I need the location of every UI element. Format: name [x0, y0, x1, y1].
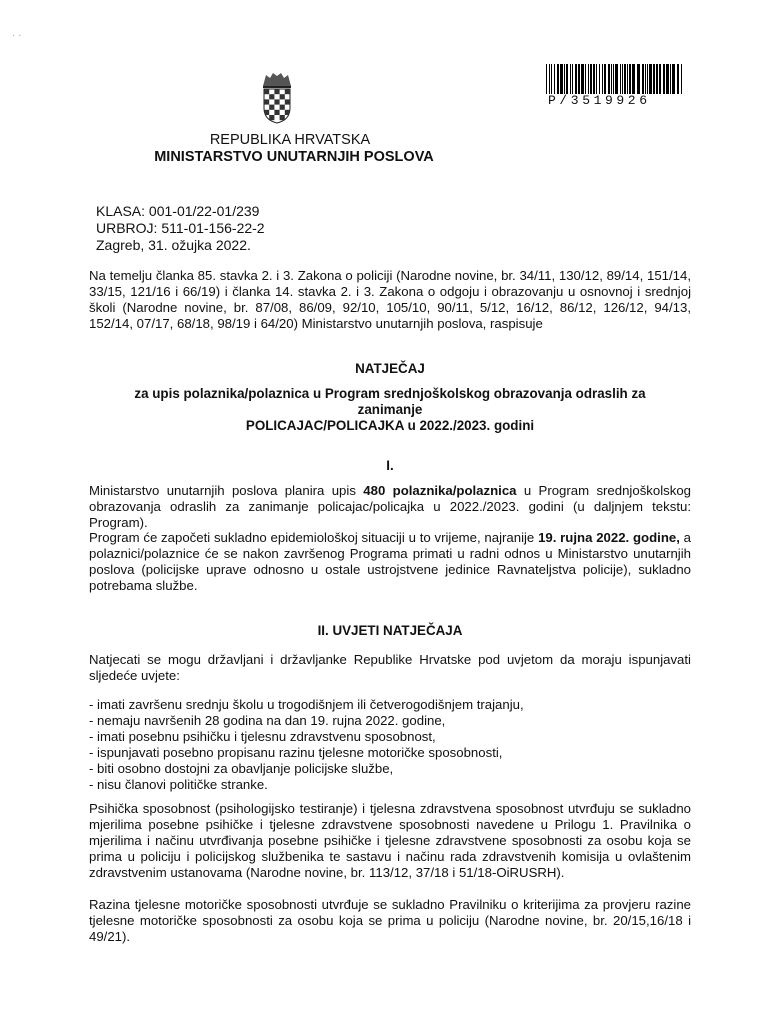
section-1-paragraph-1: [89, 483, 691, 531]
place-date-line: Zagreb, 31. ožujka 2022.: [96, 237, 251, 253]
section-1-paragraph-2: [89, 530, 691, 594]
barcode-bar: [608, 64, 610, 94]
section-2-intro: Natjecati se mogu državljani i državljanke Republike Hrvatske pod uvjetom da moraju ispunjavati sljedeće uvjete:: [89, 652, 691, 684]
psych-ability-paragraph: Psihička sposobnost (psihologijsko testiranje) i tjelesna zdravstvena sposobnost utvrđuju se sukladno mjerilima posebne psihičke i tjelesne zdravstvene sposobnosti navedene u Prilogu 1. Pravilnika o mjerilima i načinu utvrđivanja posebne psihičke i tjelesne zdravstvene sposobnosti za osobu koja se prima u policiju i policijskog službenika te sastavu i načinu rada zdravstvenih komisija u ovlaštenim zdravstvenim ustanovama (Narodne novine, br. 113/12, 37/18 i 51/18-OiRUSRH).: [89, 801, 691, 881]
barcode-bar: [620, 64, 621, 94]
barcode-bar: [566, 64, 568, 94]
barcode-bar: [604, 64, 606, 94]
barcode-bar: [590, 64, 592, 94]
condition-item: - biti osobno dostojni za obavljanje policijske službe,: [89, 761, 394, 776]
barcode-bar: [632, 64, 635, 94]
barcode-bar: [647, 64, 648, 94]
condition-item: - nisu članovi političke stranke.: [89, 777, 268, 792]
section-1-heading: I.: [386, 458, 394, 473]
republic-name: REPUBLIKA HRVATSKA: [209, 132, 371, 148]
barcode-bar: [672, 64, 675, 94]
conditions-list: [89, 697, 691, 793]
title-subject: za upis polaznika/polaznica u Program srednjoškolskog obrazovanja odraslih za zanimanje: [134, 386, 646, 417]
title-occupation-year: POLICAJAC/POLICAJKA u 2022./2023. godini: [245, 418, 535, 433]
condition-item: - ispunjavati posebno propisanu razinu tjelesne motoričke sposobnosti,: [89, 745, 503, 760]
barcode-bar: [613, 64, 614, 94]
barcode-bar: [629, 64, 631, 94]
barcode-bar: [549, 64, 550, 94]
barcode-bar: [663, 64, 665, 94]
barcode-bar: [653, 64, 655, 94]
barcode-bar: [622, 64, 623, 94]
barcode-bar: [602, 64, 603, 94]
urbroj-line: URBROJ: 511-01-156-22-2: [96, 220, 265, 236]
barcode-bar: [585, 64, 586, 94]
klasa-line: KLASA: 001-01/22-01/239: [96, 203, 260, 219]
barcode-bar: [578, 64, 580, 94]
barcode-bar: [677, 64, 679, 94]
barcode-bar: [588, 64, 589, 94]
barcode-bar: [642, 64, 644, 94]
barcode-bar: [624, 64, 626, 94]
s1p2-text-a: Program će započeti sukladno epidemiološkoj situaciji u to vrijeme, najranije: [89, 530, 539, 545]
barcode-bar: [627, 64, 628, 94]
document-title: NATJEČAJ: [355, 361, 425, 376]
barcode-bar: [645, 64, 646, 94]
intro-paragraph: Na temelju članka 85. stavka 2. i 3. Zakona o policiji (Narodne novine, br. 34/11, 130/12, 89/14, 151/14, 33/15, 121/16 i 66/19) i članka 14. stavka 2. i 3. Zakona o odgoju i obrazovanju u osnovnoj i srednjoj školi (Narodne novine, br. 87/08, 86/09, 92/10, 105/10, 90/11, 5/12, 16/12, 86/12, 126/12, 94/13, 152/14, 07/17, 68/18, 98/19 i 64/20) Ministarstvo unutarnjih poslova, raspisuje: [89, 268, 691, 332]
barcode-bar: [599, 64, 600, 94]
barcode-number: P/3519926: [548, 94, 686, 108]
s1p1-text-b: u Program srednjoškolskog obrazovanja odraslih za zanimanje policajac/policajka u 2022./2023. godini (u daljnjem tekstu: Program).: [89, 483, 692, 531]
barcode-bar: [554, 64, 555, 94]
s1p2-text-b: a polaznici/polaznice će se nakon završenog Programa primati u radni odnos u Ministarstvo unutarnjih poslova (policijske uprave odnosno u ostale ustrojstvene jedinice Ravnateljstva policije), sukladno potrebama službe.: [89, 530, 691, 594]
barcode-bar: [581, 64, 584, 94]
coat-of-arms-icon: [262, 72, 292, 124]
barcode-bar: [615, 64, 618, 94]
barcode-bar: [572, 64, 573, 94]
s1p2-highlight: 19. rujna 2022. godine,: [538, 530, 680, 545]
s1p1-highlight: 480 polaznika/polaznica: [363, 483, 517, 498]
barcode-bar: [596, 64, 597, 94]
s1p1-text-a: Ministarstvo unutarnjih poslova planira upis: [89, 483, 364, 498]
ministry-name: MINISTARSTVO UNUTARNJIH POSLOVA: [154, 149, 434, 165]
barcode-bar: [560, 64, 563, 94]
barcode-bar: [656, 64, 658, 94]
condition-item: - imati završenu srednju školu u trogodišnjem ili četverogodišnjem trajanju,: [89, 697, 524, 712]
scan-speck: · ·: [12, 30, 22, 41]
barcode-bar: [564, 64, 565, 94]
barcode-bar: [570, 64, 571, 94]
barcode-bar: [551, 64, 552, 94]
motor-ability-paragraph: Razina tjelesne motoričke sposobnosti utvrđuje se sukladno Pravilniku o kriterijima za provjeru razine tjelesne motoričke sposobnosti za osobu koja se prima u policiju (Narodne novine, br. 20/15,16/18 i 49/21).: [89, 897, 691, 945]
barcode-bar: [611, 64, 612, 94]
barcode-bar: [593, 64, 595, 94]
barcode-bar: [649, 64, 652, 94]
barcode-bar: [681, 64, 682, 94]
barcode-bar: [659, 64, 661, 94]
barcode-bar: [546, 64, 547, 94]
section-2-heading: II. UVJETI NATJEČAJA: [317, 623, 463, 638]
barcode-bar: [557, 64, 559, 94]
barcode-bar: [575, 64, 577, 94]
condition-item: - imati posebnu psihičku i tjelesnu zdravstvenu sposobnost,: [89, 729, 436, 744]
barcode-bar: [666, 64, 669, 94]
barcode-bar: [637, 64, 640, 94]
condition-item: - nemaju navršenih 28 godina na dan 19. rujna 2022. godine,: [89, 713, 446, 728]
barcode-bar: [670, 64, 671, 94]
